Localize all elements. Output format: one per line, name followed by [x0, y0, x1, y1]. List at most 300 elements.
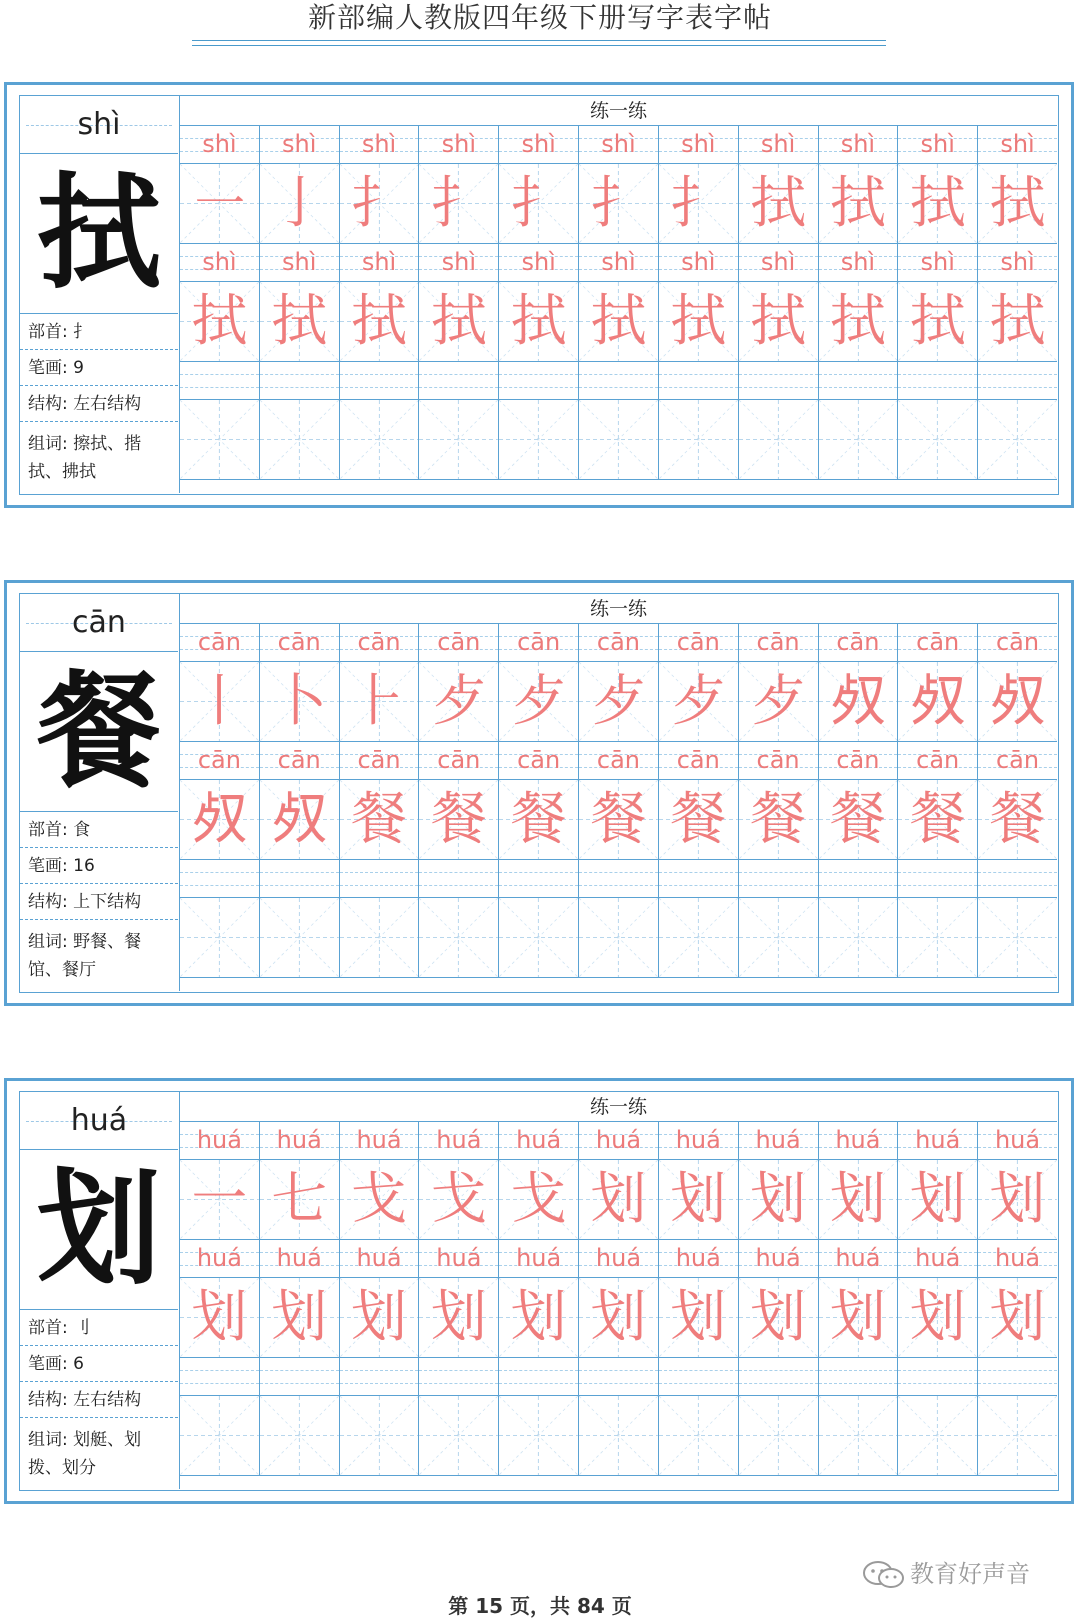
pinyin-cell[interactable]	[180, 742, 260, 779]
writing-cell[interactable]	[739, 780, 819, 859]
pinyin-cell[interactable]	[499, 624, 579, 661]
pinyin-cell[interactable]	[340, 126, 420, 163]
pinyin-cell[interactable]	[898, 742, 978, 779]
writing-cell[interactable]	[340, 898, 420, 977]
writing-cell[interactable]	[978, 780, 1057, 859]
writing-cell[interactable]	[419, 662, 499, 741]
pinyin-cell[interactable]	[419, 126, 499, 163]
writing-cell[interactable]	[260, 400, 340, 479]
trace-pinyin: cān	[995, 746, 1040, 774]
writing-cell[interactable]	[499, 898, 579, 977]
pinyin-cell[interactable]	[260, 362, 340, 399]
writing-cell[interactable]	[260, 1396, 340, 1475]
trace-character: 划	[989, 1285, 1046, 1350]
writing-cell[interactable]	[978, 1160, 1057, 1239]
practice-grid	[180, 96, 1057, 493]
pinyin-cell[interactable]	[819, 860, 899, 897]
trace-character: 拭	[909, 289, 966, 354]
trace-character: 戈	[430, 1167, 487, 1232]
writing-cell[interactable]	[260, 1278, 340, 1357]
page-title: 新部编人教版四年级下册写字表字帖	[307, 1, 772, 34]
pinyin-cell[interactable]	[340, 244, 420, 281]
writing-cell[interactable]	[499, 282, 579, 361]
writing-cell[interactable]	[898, 1278, 978, 1357]
writing-cell[interactable]	[340, 662, 420, 741]
wechat-logo-icon	[862, 1560, 906, 1590]
trace-pinyin: shì	[920, 248, 955, 276]
practice-header: 练一练	[180, 96, 1057, 126]
pinyin-cell[interactable]	[978, 860, 1057, 897]
pinyin-cell[interactable]	[659, 1122, 739, 1159]
trace-pinyin: shì	[1000, 130, 1035, 158]
writing-cell[interactable]	[499, 1396, 579, 1475]
trace-character: 餐	[909, 787, 966, 852]
writing-cell[interactable]	[978, 1278, 1057, 1357]
writing-cell[interactable]	[659, 898, 739, 977]
pinyin-cell[interactable]	[978, 244, 1057, 281]
writing-cell[interactable]	[419, 780, 499, 859]
trace-pinyin: cān	[277, 628, 321, 656]
pinyin-cell[interactable]	[978, 624, 1057, 661]
writing-cell[interactable]	[898, 898, 978, 977]
character-row	[180, 400, 1057, 480]
pinyin-cell[interactable]	[898, 860, 978, 897]
writing-cell[interactable]	[978, 898, 1057, 977]
pinyin-cell[interactable]	[978, 1358, 1057, 1395]
pinyin-cell[interactable]	[499, 1358, 579, 1395]
writing-cell[interactable]	[898, 662, 978, 741]
pinyin-cell[interactable]	[659, 742, 739, 779]
pinyin-cell[interactable]	[579, 244, 659, 281]
pinyin-cell[interactable]	[739, 1122, 819, 1159]
pinyin-cell[interactable]	[180, 126, 260, 163]
pinyin-cell[interactable]	[739, 244, 819, 281]
trace-character: 拭	[750, 289, 807, 354]
trace-pinyin: huá	[675, 1126, 721, 1154]
trace-character: 划	[271, 1285, 328, 1350]
pinyin-cell[interactable]	[819, 126, 899, 163]
trace-pinyin: shì	[521, 130, 556, 158]
trace-pinyin: cān	[916, 746, 960, 774]
pinyin-cell[interactable]	[340, 624, 420, 661]
pinyin-cell[interactable]	[260, 244, 340, 281]
writing-cell[interactable]	[579, 1396, 659, 1475]
trace-character: 餐	[510, 787, 567, 852]
trace-character: 划	[909, 1167, 966, 1232]
trace-character: 划	[430, 1285, 487, 1350]
pinyin-cell[interactable]	[739, 1240, 819, 1277]
writing-cell[interactable]	[419, 898, 499, 977]
trace-pinyin: cān	[596, 628, 641, 656]
trace-character: 𣦼	[271, 787, 328, 852]
writing-cell[interactable]	[340, 1160, 420, 1239]
trace-character: 划	[750, 1285, 807, 1350]
pinyin-cell[interactable]	[978, 742, 1057, 779]
pinyin-cell[interactable]	[340, 742, 420, 779]
trace-pinyin: huá	[755, 1244, 801, 1272]
writing-cell[interactable]	[180, 662, 260, 741]
radical-label: 部首: 刂	[20, 1310, 178, 1346]
structure-label: 结构: 左右结构	[20, 386, 178, 422]
trace-character: 歺	[590, 669, 647, 734]
pinyin-cell[interactable]	[819, 1122, 899, 1159]
pinyin-cell[interactable]	[739, 624, 819, 661]
trace-character: 划	[191, 1285, 248, 1350]
trace-character: 划	[590, 1285, 647, 1350]
writing-cell[interactable]	[978, 164, 1057, 243]
pinyin-cell[interactable]	[898, 1122, 978, 1159]
pinyin-cell[interactable]	[898, 362, 978, 399]
pinyin-cell[interactable]	[659, 1240, 739, 1277]
trace-character: 划	[670, 1167, 727, 1232]
pinyin-cell[interactable]	[180, 244, 260, 281]
character-row	[180, 1278, 1057, 1358]
pinyin-cell[interactable]	[819, 244, 899, 281]
writing-cell[interactable]	[180, 1396, 260, 1475]
trace-character: 𣦼	[989, 669, 1046, 734]
trace-character: 划	[909, 1285, 966, 1350]
pinyin-cell[interactable]	[499, 860, 579, 897]
pinyin-cell[interactable]	[659, 860, 739, 897]
pinyin-cell[interactable]	[499, 126, 579, 163]
writing-cell[interactable]	[898, 1396, 978, 1475]
pinyin-cell[interactable]	[819, 1358, 899, 1395]
writing-cell[interactable]	[898, 780, 978, 859]
writing-cell[interactable]	[739, 898, 819, 977]
pinyin-cell[interactable]	[579, 1122, 659, 1159]
trace-pinyin: shì	[601, 130, 636, 158]
writing-cell[interactable]	[739, 400, 819, 479]
writing-cell[interactable]	[739, 1396, 819, 1475]
pinyin-cell[interactable]	[659, 244, 739, 281]
pinyin-cell[interactable]	[180, 624, 260, 661]
writing-cell[interactable]	[340, 400, 420, 479]
writing-cell[interactable]	[499, 1160, 579, 1239]
pinyin-cell[interactable]	[978, 1122, 1057, 1159]
writing-cell[interactable]	[579, 780, 659, 859]
trace-pinyin: cān	[517, 746, 561, 774]
writing-cell[interactable]	[819, 282, 899, 361]
writing-cell[interactable]	[898, 400, 978, 479]
trace-pinyin: huá	[675, 1244, 721, 1272]
writing-cell[interactable]	[739, 1278, 819, 1357]
pinyin-cell[interactable]	[659, 1358, 739, 1395]
pinyin-cell[interactable]	[819, 742, 899, 779]
trace-pinyin: huá	[356, 1126, 402, 1154]
writing-cell[interactable]	[340, 780, 420, 859]
pinyin-cell[interactable]	[978, 1240, 1057, 1277]
pinyin-cell[interactable]	[579, 362, 659, 399]
writing-cell[interactable]	[340, 1278, 420, 1357]
pinyin-cell[interactable]	[340, 362, 420, 399]
pinyin-row	[180, 244, 1057, 282]
writing-cell[interactable]	[739, 1160, 819, 1239]
trace-character: 拭	[909, 171, 966, 236]
trace-pinyin: huá	[835, 1126, 881, 1154]
writing-cell[interactable]	[739, 282, 819, 361]
writing-cell[interactable]	[659, 164, 739, 243]
trace-pinyin: huá	[436, 1126, 482, 1154]
pinyin-row	[180, 860, 1057, 898]
writing-cell[interactable]	[898, 164, 978, 243]
card-frame	[19, 1091, 1059, 1491]
writing-cell[interactable]	[579, 1160, 659, 1239]
trace-character: 划	[989, 1167, 1046, 1232]
writing-cell[interactable]	[819, 780, 899, 859]
pinyin-cell[interactable]	[419, 362, 499, 399]
writing-cell[interactable]	[499, 164, 579, 243]
writing-cell[interactable]	[260, 780, 340, 859]
writing-cell[interactable]	[819, 400, 899, 479]
pinyin-cell[interactable]	[898, 244, 978, 281]
writing-cell[interactable]	[819, 1396, 899, 1475]
pinyin-cell[interactable]	[419, 1122, 499, 1159]
trace-pinyin: huá	[994, 1244, 1041, 1272]
writing-cell[interactable]	[499, 400, 579, 479]
writing-cell[interactable]	[340, 1396, 420, 1475]
word-examples-line: 组词: 划艇、划	[28, 1430, 142, 1450]
pinyin-cell[interactable]	[340, 1240, 420, 1277]
pinyin-cell[interactable]	[898, 1358, 978, 1395]
trace-pinyin: cān	[756, 628, 800, 656]
writing-cell[interactable]	[579, 898, 659, 977]
writing-cell[interactable]	[419, 282, 499, 361]
writing-cell[interactable]	[579, 662, 659, 741]
trace-pinyin: shì	[1000, 248, 1035, 276]
pinyin-cell[interactable]	[499, 362, 579, 399]
writing-cell[interactable]	[499, 780, 579, 859]
pinyin-cell[interactable]	[898, 624, 978, 661]
writing-cell[interactable]	[978, 400, 1057, 479]
trace-pinyin: huá	[915, 1126, 961, 1154]
writing-cell[interactable]	[659, 400, 739, 479]
character-row	[180, 662, 1057, 742]
practice-header: 练一练	[180, 1092, 1057, 1122]
trace-pinyin: cān	[836, 628, 880, 656]
pinyin-cell[interactable]	[260, 860, 340, 897]
word-examples-line: 馆、餐厅	[28, 960, 96, 980]
trace-character: 餐	[670, 787, 727, 852]
pinyin-cell[interactable]	[659, 624, 739, 661]
pinyin-cell[interactable]	[499, 742, 579, 779]
writing-cell[interactable]	[419, 400, 499, 479]
trace-character: 拭	[829, 171, 886, 236]
writing-cell[interactable]	[419, 1160, 499, 1239]
main-pinyin: cān	[72, 605, 126, 640]
trace-pinyin: shì	[681, 130, 716, 158]
writing-cell[interactable]	[499, 662, 579, 741]
writing-cell[interactable]	[978, 662, 1057, 741]
trace-pinyin: shì	[202, 130, 237, 158]
pinyin-cell[interactable]	[419, 1240, 499, 1277]
character-row	[180, 780, 1057, 860]
character-row	[180, 1160, 1057, 1240]
trace-character: 划	[670, 1285, 727, 1350]
pinyin-cell[interactable]	[739, 860, 819, 897]
writing-cell[interactable]	[419, 1278, 499, 1357]
word-examples-line: 拨、划分	[28, 1458, 96, 1478]
pinyin-cell[interactable]	[180, 1358, 260, 1395]
stroke-count-label: 笔画: 6	[20, 1346, 178, 1382]
pinyin-cell[interactable]	[260, 742, 340, 779]
writing-cell[interactable]	[579, 400, 659, 479]
writing-cell[interactable]	[819, 164, 899, 243]
writing-cell[interactable]	[499, 1278, 579, 1357]
pinyin-cell[interactable]	[579, 860, 659, 897]
pinyin-cell[interactable]	[180, 860, 260, 897]
writing-cell[interactable]	[659, 662, 739, 741]
pinyin-cell[interactable]	[898, 1240, 978, 1277]
pinyin-cell[interactable]	[260, 1122, 340, 1159]
main-character: 拭	[20, 154, 178, 314]
pinyin-cell[interactable]	[419, 1358, 499, 1395]
word-examples	[20, 424, 178, 492]
writing-cell[interactable]	[898, 282, 978, 361]
trace-character: 餐	[430, 787, 487, 852]
writing-cell[interactable]	[260, 282, 340, 361]
writing-cell[interactable]	[978, 1396, 1057, 1475]
radical-label: 部首: 食	[20, 812, 178, 848]
stroke-count-label: 笔画: 9	[20, 350, 178, 386]
writing-cell[interactable]	[180, 898, 260, 977]
pinyin-cell[interactable]	[340, 1122, 420, 1159]
card-frame	[19, 95, 1059, 495]
pinyin-cell[interactable]	[659, 362, 739, 399]
trace-character: 划	[829, 1285, 886, 1350]
word-examples	[20, 1420, 178, 1488]
pinyin-cell[interactable]	[579, 1240, 659, 1277]
writing-cell[interactable]	[739, 662, 819, 741]
pinyin-cell[interactable]	[180, 1240, 260, 1277]
writing-cell[interactable]	[579, 1278, 659, 1357]
word-examples-line: 组词: 野餐、餐	[28, 932, 142, 952]
writing-cell[interactable]	[819, 898, 899, 977]
structure-label: 结构: 左右结构	[20, 1382, 178, 1418]
pinyin-row	[180, 1122, 1057, 1160]
trace-character: 拭	[191, 289, 248, 354]
pinyin-cell[interactable]	[579, 126, 659, 163]
writing-cell[interactable]	[659, 1278, 739, 1357]
trace-pinyin: cān	[995, 628, 1040, 656]
writing-cell[interactable]	[180, 1278, 260, 1357]
main-pinyin: shì	[77, 107, 121, 142]
trace-pinyin: huá	[915, 1244, 961, 1272]
pinyin-cell[interactable]	[499, 1122, 579, 1159]
writing-cell[interactable]	[659, 1160, 739, 1239]
writing-cell[interactable]	[260, 164, 340, 243]
writing-cell[interactable]	[819, 662, 899, 741]
writing-cell[interactable]	[180, 400, 260, 479]
trace-pinyin: cān	[916, 628, 960, 656]
pinyin-cell[interactable]	[260, 1240, 340, 1277]
writing-cell[interactable]	[579, 164, 659, 243]
pinyin-cell[interactable]	[260, 624, 340, 661]
pinyin-cell[interactable]	[898, 126, 978, 163]
writing-cell[interactable]	[659, 780, 739, 859]
pinyin-cell[interactable]	[579, 742, 659, 779]
main-character: 餐	[20, 652, 178, 812]
writing-cell[interactable]	[978, 282, 1057, 361]
writing-cell[interactable]	[180, 164, 260, 243]
pinyin-cell[interactable]	[739, 742, 819, 779]
pinyin-cell[interactable]	[499, 244, 579, 281]
pinyin-cell[interactable]	[739, 362, 819, 399]
writing-cell[interactable]	[819, 1160, 899, 1239]
writing-cell[interactable]	[180, 1160, 260, 1239]
trace-pinyin: huá	[516, 1126, 562, 1154]
pinyin-cell[interactable]	[419, 244, 499, 281]
writing-cell[interactable]	[659, 282, 739, 361]
pinyin-cell[interactable]	[260, 1358, 340, 1395]
pinyin-cell[interactable]	[819, 624, 899, 661]
writing-cell[interactable]	[180, 780, 260, 859]
trace-pinyin: cān	[676, 628, 720, 656]
pinyin-cell[interactable]	[419, 860, 499, 897]
pinyin-cell[interactable]	[659, 126, 739, 163]
pinyin-cell[interactable]	[260, 126, 340, 163]
trace-character: 拭	[271, 289, 328, 354]
pinyin-cell[interactable]	[419, 742, 499, 779]
pinyin-cell[interactable]	[180, 1122, 260, 1159]
pinyin-cell[interactable]	[739, 126, 819, 163]
trace-pinyin: huá	[595, 1244, 642, 1272]
word-examples-line: 拭、拂拭	[28, 462, 96, 482]
pinyin-cell[interactable]	[819, 1240, 899, 1277]
writing-cell[interactable]	[180, 282, 260, 361]
main-pinyin: huá	[70, 1103, 128, 1138]
writing-cell[interactable]	[898, 1160, 978, 1239]
word-examples-line: 组词: 擦拭、揩	[28, 434, 142, 454]
pinyin-cell[interactable]	[819, 362, 899, 399]
trace-character: 戈	[510, 1167, 567, 1232]
writing-cell[interactable]	[819, 1278, 899, 1357]
trace-pinyin: cān	[357, 746, 401, 774]
writing-cell[interactable]	[340, 282, 420, 361]
pinyin-cell[interactable]	[180, 362, 260, 399]
trace-character: 拭	[670, 289, 727, 354]
trace-character: 拭	[989, 171, 1046, 236]
trace-pinyin: huá	[436, 1244, 482, 1272]
trace-character: 扌	[351, 171, 408, 236]
writing-cell[interactable]	[260, 662, 340, 741]
writing-cell[interactable]	[419, 164, 499, 243]
trace-pinyin: cān	[836, 746, 880, 774]
writing-cell[interactable]	[579, 282, 659, 361]
pinyin-cell[interactable]	[499, 1240, 579, 1277]
writing-cell[interactable]	[260, 1160, 340, 1239]
writing-cell[interactable]	[260, 898, 340, 977]
writing-cell[interactable]	[340, 164, 420, 243]
pinyin-cell[interactable]	[978, 126, 1057, 163]
pinyin-cell[interactable]	[340, 860, 420, 897]
pinyin-cell[interactable]	[579, 1358, 659, 1395]
character-row	[180, 898, 1057, 978]
pinyin-cell[interactable]	[978, 362, 1057, 399]
writing-cell[interactable]	[659, 1396, 739, 1475]
pinyin-cell[interactable]	[579, 624, 659, 661]
pinyin-cell[interactable]	[340, 1358, 420, 1395]
stroke-count-label: 笔画: 16	[20, 848, 178, 884]
trace-pinyin: shì	[601, 248, 636, 276]
trace-character: 划	[351, 1285, 408, 1350]
pinyin-cell[interactable]	[419, 624, 499, 661]
trace-pinyin: cān	[277, 746, 321, 774]
trace-pinyin: huá	[516, 1244, 562, 1272]
pinyin-cell[interactable]	[739, 1358, 819, 1395]
writing-cell[interactable]	[739, 164, 819, 243]
trace-pinyin: cān	[756, 746, 800, 774]
writing-cell[interactable]	[419, 1396, 499, 1475]
